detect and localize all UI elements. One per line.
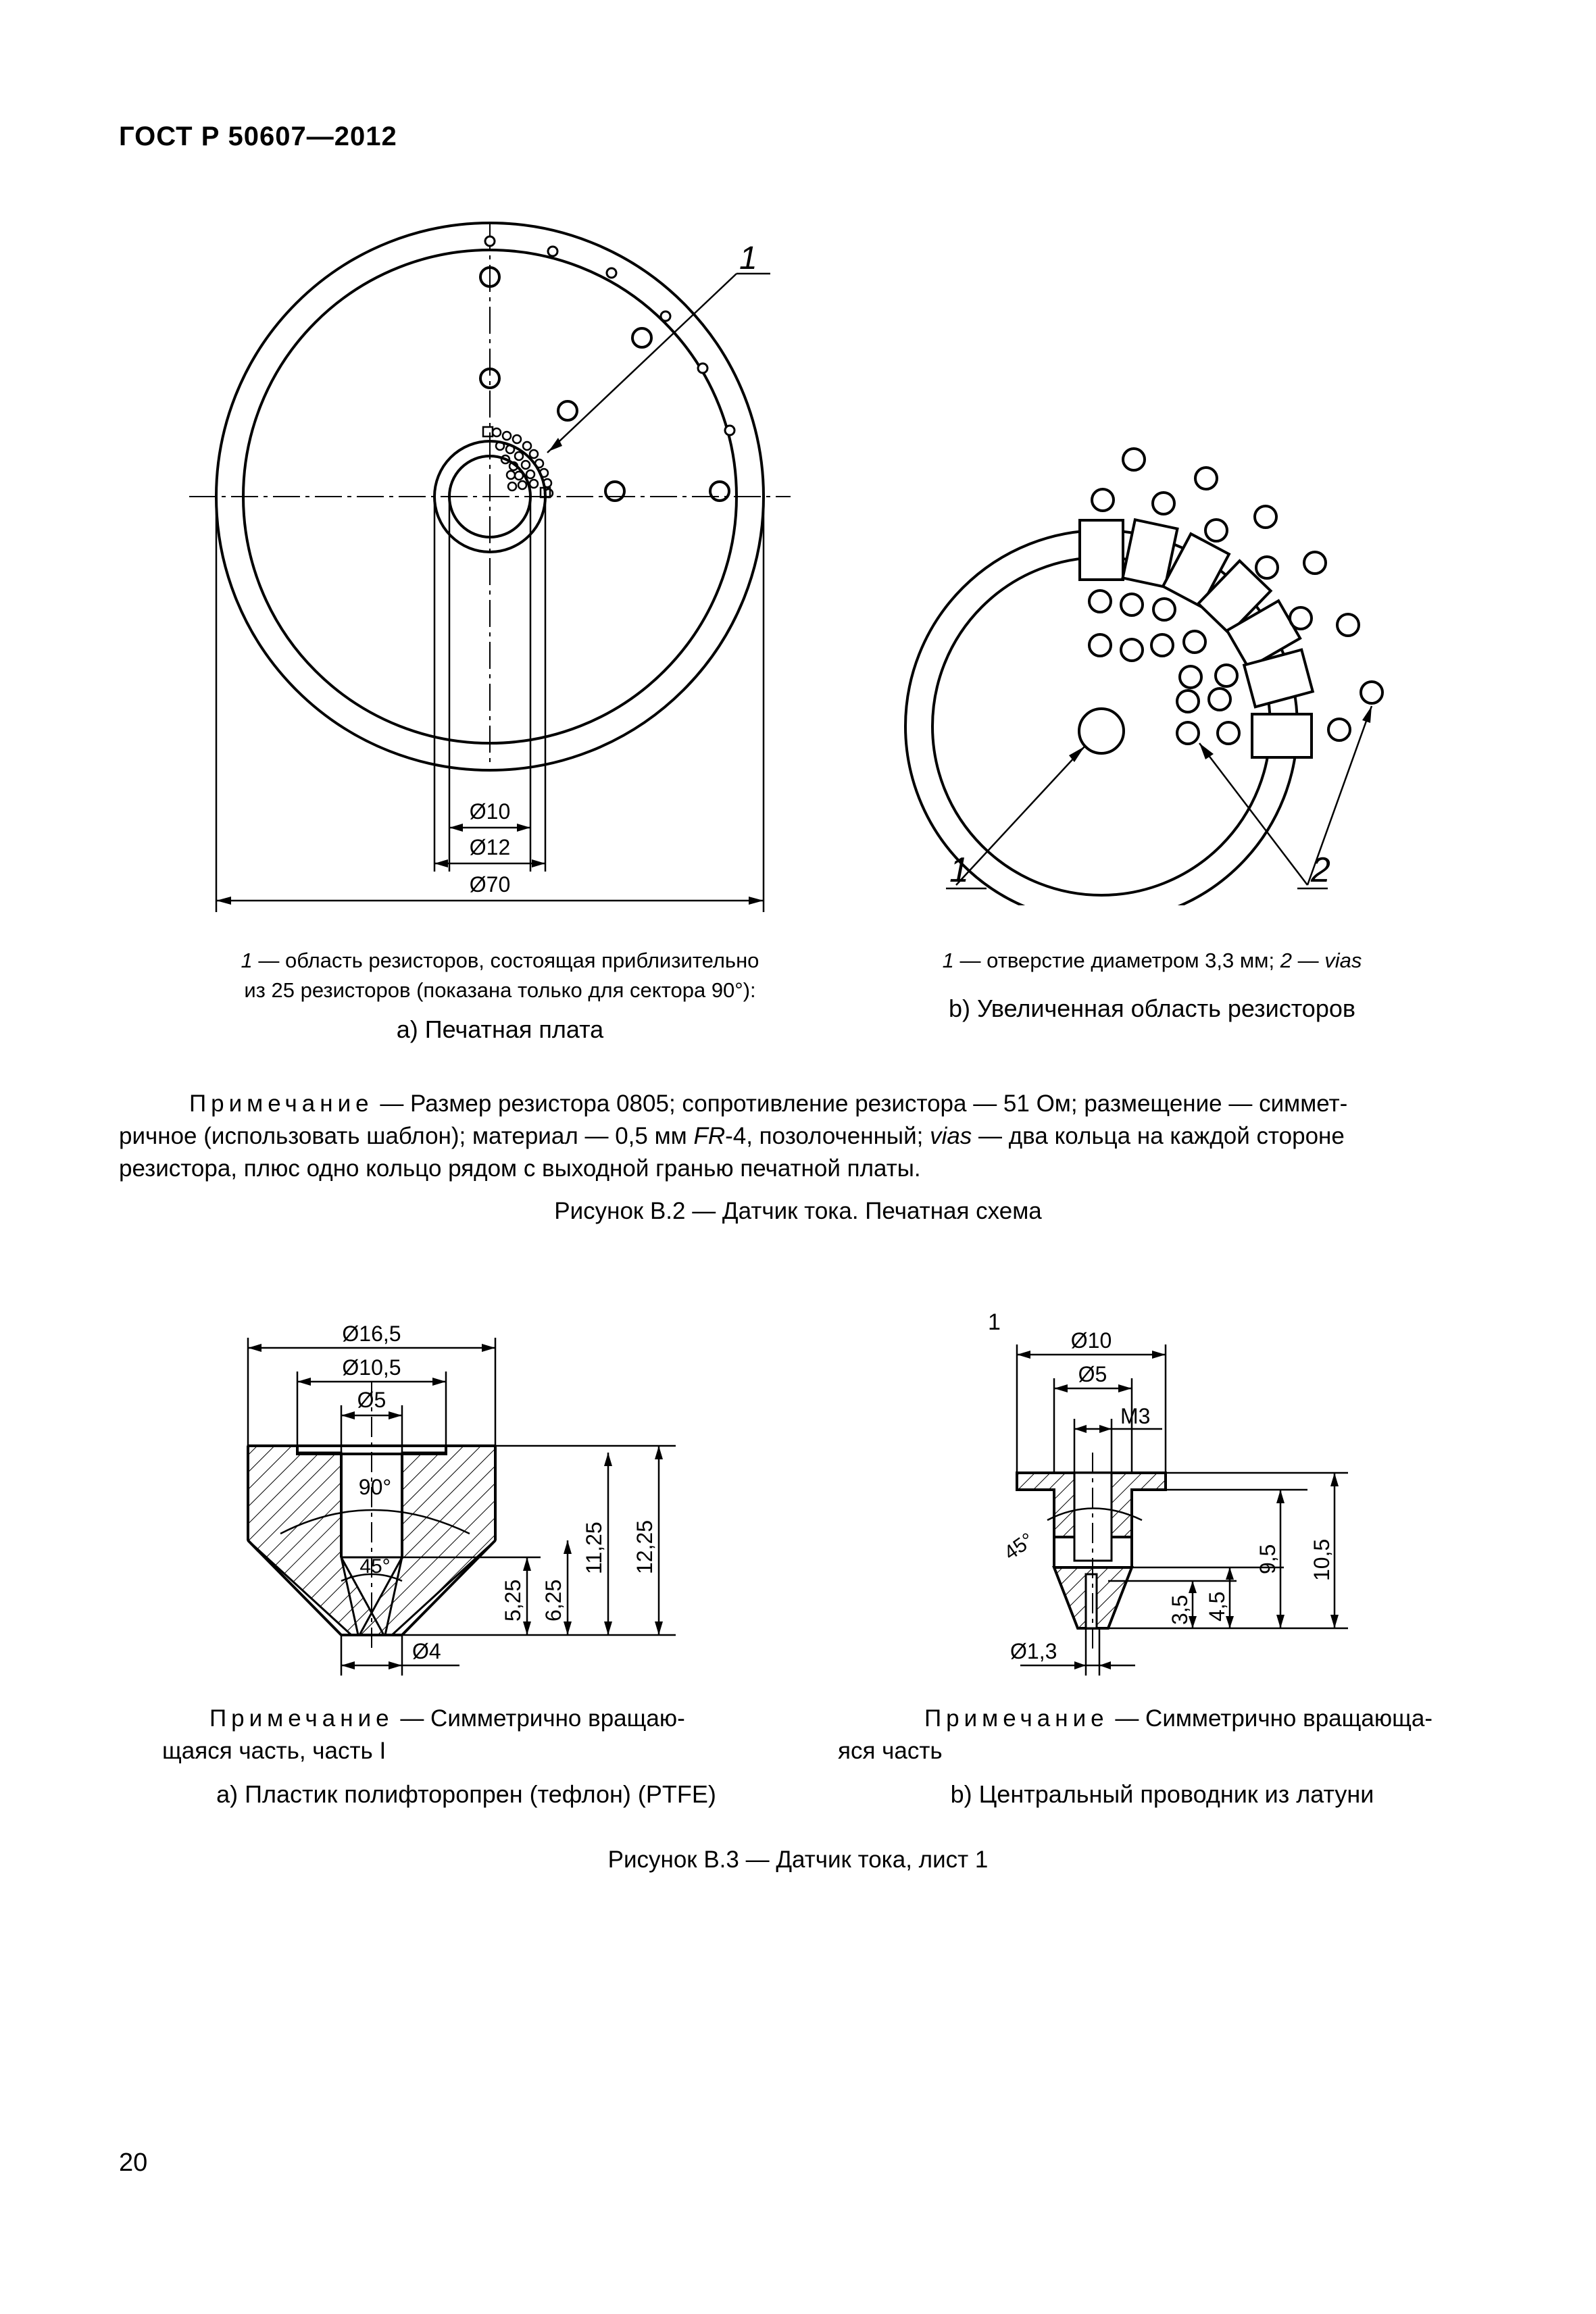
dim-45deg: 45° — [1000, 1528, 1039, 1565]
note-line-2b: -4, позолоченный; — [725, 1123, 930, 1149]
figure-b2-panel-b-drawing — [899, 432, 1426, 905]
dim-d5: Ø5 — [1078, 1362, 1107, 1386]
legend-num: 1 — [241, 949, 253, 972]
note-line-2: яся часть — [838, 1738, 943, 1764]
dim-45deg: 45° — [359, 1555, 391, 1578]
note-line-2: щаяся часть, часть I — [162, 1738, 386, 1764]
note-line-2c: — два кольца на каждой стороне — [972, 1123, 1345, 1149]
dim-3-5: 3,5 — [1168, 1594, 1192, 1625]
dim-11-25: 11,25 — [582, 1521, 606, 1574]
dim-5-25: 5,25 — [501, 1579, 525, 1621]
dim-d10: Ø10 — [1070, 1328, 1112, 1353]
dim-d1-3: Ø1,3 — [1010, 1639, 1057, 1663]
dim-9-5: 9,5 — [1255, 1544, 1280, 1574]
figure-b3-panel-a-note — [162, 1703, 770, 1767]
dim-90deg: 90° — [358, 1475, 392, 1499]
legend-num-1: 1 — [942, 949, 954, 972]
dim-d16-5: Ø16,5 — [342, 1322, 401, 1346]
legend-line-2: из 25 резисторов (показана только для сектора 90°): — [244, 978, 756, 1002]
page-number: 20 — [119, 2148, 148, 2177]
figure-b3-panel-a-drawing — [230, 1311, 703, 1689]
note-label: Примечание — [189, 1090, 374, 1117]
legend-num-2: 2 — [1280, 949, 1292, 972]
figure-b2-note — [119, 1088, 1477, 1185]
figure-b3-panel-a-title: а) Пластик полифторопрен (тефлон) (PTFE) — [216, 1780, 716, 1808]
figure-b2-panel-a-drawing — [189, 203, 797, 932]
dim-d10: Ø10 — [469, 799, 511, 824]
callout-2: 2 — [1311, 851, 1330, 890]
figure-b2-panel-b-legend — [838, 946, 1466, 976]
legend-text-2: — — [1291, 949, 1325, 972]
note-fr: FR — [693, 1123, 726, 1149]
dim-10-5: 10,5 — [1310, 1538, 1334, 1581]
dim-d10-5: Ø10,5 — [342, 1355, 401, 1380]
figure-b3-panel-b-note — [838, 1703, 1487, 1767]
figure-b2-panel-b-title: b) Увеличенная область резисторов — [948, 995, 1355, 1022]
dim-4-5: 4,5 — [1205, 1591, 1229, 1621]
callout-1: 1 — [988, 1309, 1001, 1335]
figure-b3-panel-b-drawing — [946, 1304, 1378, 1696]
note-line-1: — Симметрично вращаю- — [393, 1705, 685, 1732]
dim-6-25: 6,25 — [541, 1579, 566, 1621]
note-line-1: — Размер резистора 0805; сопротивление резистора — 51 Ом; размещение — симмет- — [373, 1090, 1348, 1117]
figure-b2-panel-a-title: а) Печатная плата — [396, 1015, 604, 1043]
note-line-2a: ричное (использовать шаблон); материал — 0,5 мм — [119, 1123, 694, 1149]
legend-line-1: — область резисторов, состоящая приблизительно — [252, 949, 759, 972]
legend-text-1: — отверстие диаметром 3,3 мм; — [953, 949, 1280, 972]
dim-d4: Ø4 — [412, 1639, 441, 1663]
figure-b2-caption: Рисунок В.2 — Датчик тока. Печатная схема — [554, 1198, 1042, 1224]
document-header: ГОСТ Р 50607—2012 — [119, 122, 397, 151]
dim-d70: Ø70 — [469, 872, 511, 897]
note-label: Примечание — [924, 1705, 1109, 1732]
dim-m3: M3 — [1120, 1404, 1151, 1428]
note-line-1: — Симметрично вращающа- — [1108, 1705, 1433, 1732]
note-label: Примечание — [209, 1705, 394, 1732]
note-line-3: резистора, плюс одно кольцо рядом с выходной гранью печатной платы. — [119, 1155, 921, 1182]
dim-d5: Ø5 — [357, 1388, 386, 1412]
dim-12-25: 12,25 — [632, 1519, 657, 1574]
callout-1: 1 — [949, 851, 969, 890]
figure-b3-caption: Рисунок В.3 — Датчик тока, лист 1 — [607, 1846, 989, 1873]
callout-1: 1 — [739, 241, 757, 276]
figure-b2-panel-a-legend — [203, 946, 797, 1005]
note-vias: vias — [930, 1123, 972, 1149]
figure-b3-panel-b-title: b) Центральный проводник из латуни — [950, 1780, 1374, 1808]
dim-d12: Ø12 — [469, 835, 511, 859]
legend-vias: vias — [1324, 949, 1362, 972]
